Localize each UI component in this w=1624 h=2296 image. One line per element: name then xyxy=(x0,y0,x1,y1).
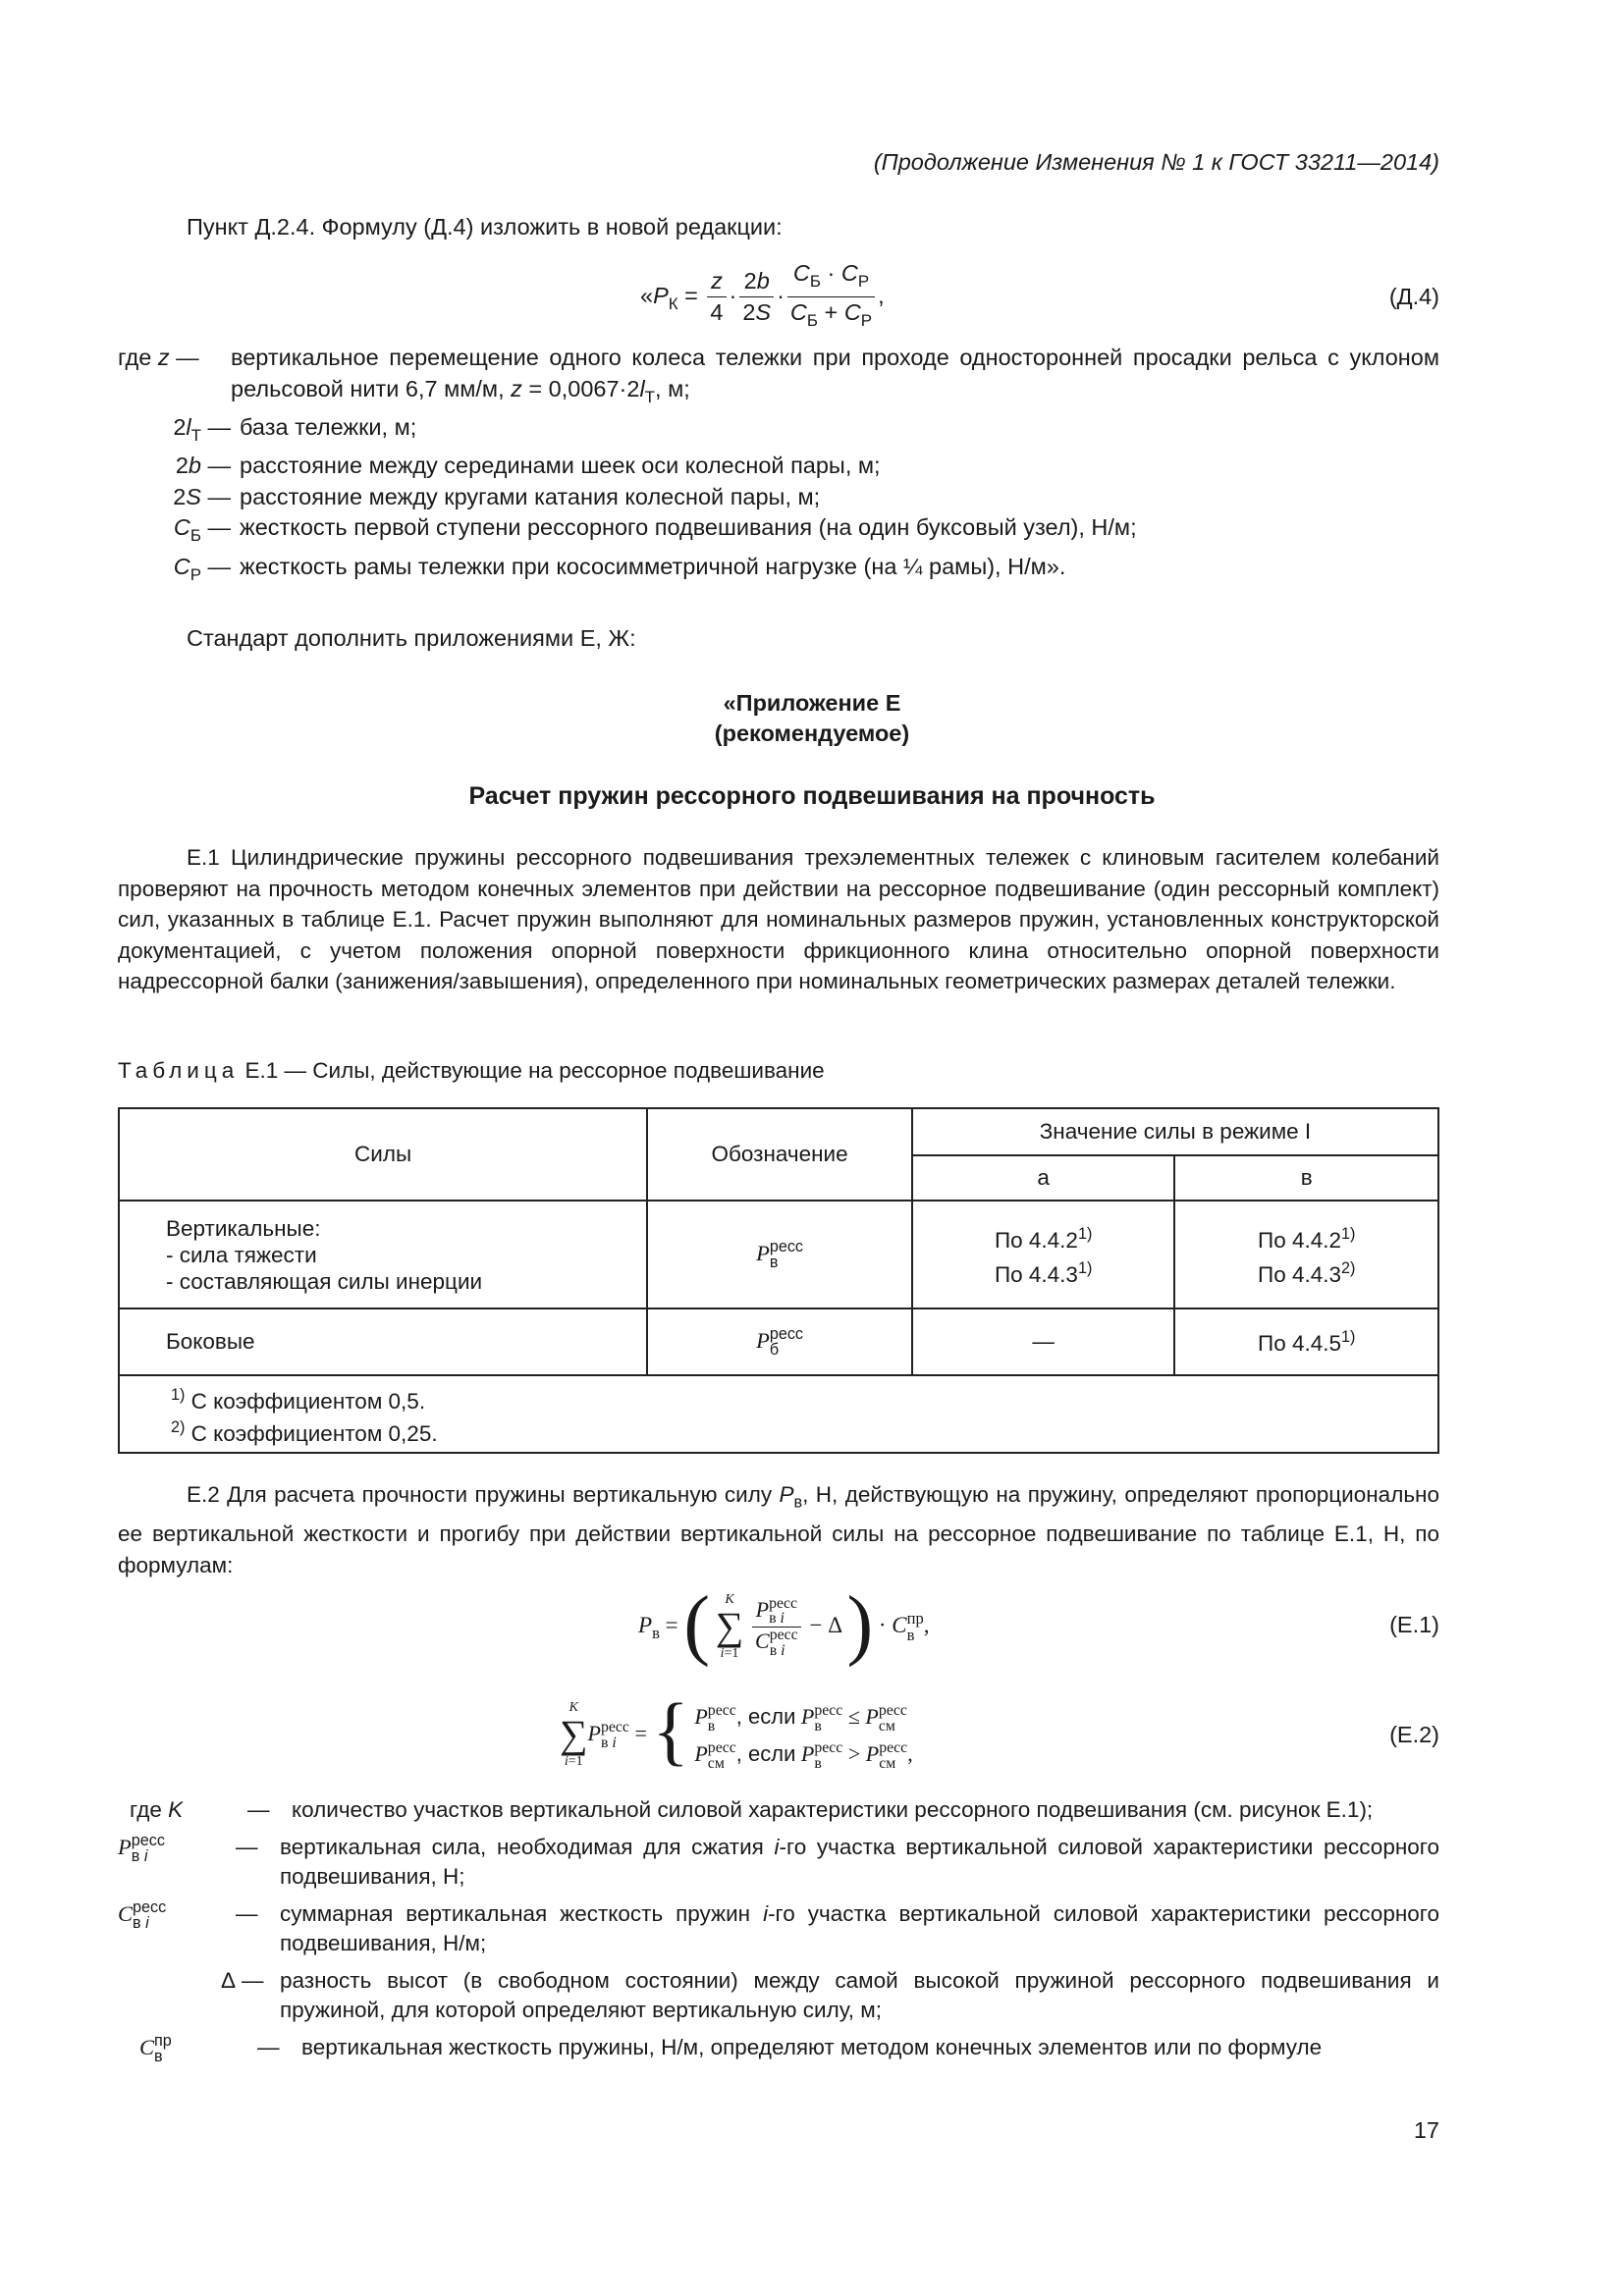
def-2lt: $2l_Т$ — база тележки, м; xyxy=(173,413,417,445)
footnote-2: $^{2)}$ С коэффициентом 0,25. xyxy=(171,1417,438,1446)
def-k: где K — количество участков вертикальной силовой характеристики рессорного подвешивания (см. рисунок Е.1); xyxy=(130,1797,1374,1822)
table-row xyxy=(119,1201,1438,1308)
footnote-1: $^{1)}$ С коэффициентом 0,5. xyxy=(171,1385,426,1414)
appendix-heading: Расчет пружин рессорного подвешивания на прочность xyxy=(468,782,1156,810)
def-c-pr: C пр в — вертикальная жесткость пружины, Н/м, определяют методом конечных элементов или по формуле xyxy=(139,2032,1323,2066)
def-z: где z — вертикальное перемещение одного колеса тележки при проходе односторонней просадки рельса с уклоном рельсовой нити 6,7 мм/м, $z = 0,0067\cdot 2l_Т$, м; xyxy=(118,345,1439,406)
table-e1 xyxy=(118,1107,1439,1454)
header-mode-a: а xyxy=(912,1155,1175,1201)
table-caption: Таблица Е.1 — Силы, действующие на рессорное подвешивание xyxy=(118,1058,825,1083)
def-delta: Δ — разность высот (в свободном состоянии) между самой высокой пружиной рессорного подвешивания и пружиной, для которой определяют вертикальную силу, м; xyxy=(220,1968,1439,2022)
cell-mode-a: По 4.4.2$^{1)}$ По 4.4.3$^{1)}$ xyxy=(912,1201,1175,1308)
formula-e1: $P_в$ = ( K ∑ i=1 P pecc в i C pecc в i − Δ ) · C пр в , xyxy=(638,1581,930,1668)
formula-d4-number: (Д.4) xyxy=(1388,284,1439,309)
header-mode-b: в xyxy=(1174,1155,1438,1201)
paragraph-e2: Е.2 Для расчета прочности пружины вертикальную силу $P_в$, Н, действующую на пружину, определяют пропорционально ее вертикальной жесткости и прогибу при действии вертикальной силы на рессорное подвешивание по таблице Е.1, Н, по формулам: xyxy=(118,1482,1439,1577)
table-footnotes xyxy=(119,1375,1438,1453)
def-2b: 2b — расстояние между серединами шеек оси колесной пары, м; xyxy=(175,453,881,479)
def-c-vi: C pecc в i — суммарная вертикальная жесткость пружин i-го участка вертикальной силовой характеристики рессорного подвешивания, Н/м; xyxy=(118,1898,1439,1955)
def-p-vi: P pecc в i — вертикальная сила, необходимая для сжатия i-го участка вертикальной силовой характеристики рессорного подвешивания, Н; xyxy=(118,1832,1439,1889)
table-row xyxy=(119,1308,1438,1375)
header-forces: Силы xyxy=(119,1108,647,1201)
formula-e2: K ∑ i=1P pecc в i = { P pecc в , если P pecc в ≤ P pecc см P pecc см , если P pecc в > P pecc см , xyxy=(560,1687,913,1773)
continuation-header: (Продолжение Изменения № 1 к ГОСТ 33211—2014) xyxy=(873,149,1439,175)
def-2s: 2S — расстояние между кругами катания колесной пары, м; xyxy=(173,483,821,509)
formula-e2-number: (Е.2) xyxy=(1389,1722,1439,1747)
cell-forces: Вертикальные: - сила тяжести - составляющая силы инерции xyxy=(119,1201,647,1308)
supplement-intro: Стандарт дополнить приложениями Е, Ж: xyxy=(187,625,636,651)
cell-mode-b: По 4.4.2$^{1)}$ По 4.4.3$^{2)}$ xyxy=(1174,1201,1438,1308)
formula-e1-number: (Е.1) xyxy=(1389,1612,1439,1637)
paragraph-e1: Е.1 Цилиндрические пружины рессорного подвешивания трехэлементных тележек с клиновым гасителем колебаний проверяют на прочность методом конечных элементов при действии на рессорное подвешивание (один рессорный комплект) сил, указанных в таблице Е.1. Расчет пружин выполняют для номинальных размеров пружин, установленных конструкторской документацией, с учетом положения опорной поверхности фрикционного клина относительно опорной поверхности надрессорной балки (занижения/завышения), определенного при номинальных геометрических размерах деталей тележки. xyxy=(118,845,1439,993)
cell-mode-a: — xyxy=(912,1308,1175,1375)
table-footnotes-row xyxy=(119,1375,1438,1453)
cell-symbol: P pecc в xyxy=(647,1201,912,1308)
header-designation: Обозначение xyxy=(647,1108,912,1201)
appendix-title: «Приложение Е xyxy=(723,690,901,716)
cell-symbol: P pecc б xyxy=(647,1308,912,1375)
cell-forces: Боковые xyxy=(119,1308,647,1375)
item-d24-intro: Пункт Д.2.4. Формулу (Д.4) изложить в новой редакции: xyxy=(187,214,783,240)
header-value-group: Значение силы в режиме I xyxy=(912,1108,1438,1155)
where-list-e xyxy=(118,1795,1439,2064)
formula-d4: «$P_К$ = $\frac{z}{4}$ · $\frac{2b}{2S}$ · $\frac{C_Б \cdot C_Р}{C_Б + C_Р}$ , xyxy=(640,260,885,331)
def-cb: $C_Б$ — жесткость первой ступени рессорного подвешивания (на один буксовый узел), Н/м; xyxy=(173,514,1137,546)
page-number: 17 xyxy=(1413,2117,1439,2143)
where-list-d4 xyxy=(118,343,1439,590)
appendix-status: (рекомендуемое) xyxy=(714,721,910,746)
def-cp: $C_Р$ — жесткость рамы тележки при кососимметричной нагрузке (на ¼ рамы), Н/м». xyxy=(173,553,1066,584)
cell-mode-b: По 4.4.5$^{1)}$ xyxy=(1174,1308,1438,1375)
